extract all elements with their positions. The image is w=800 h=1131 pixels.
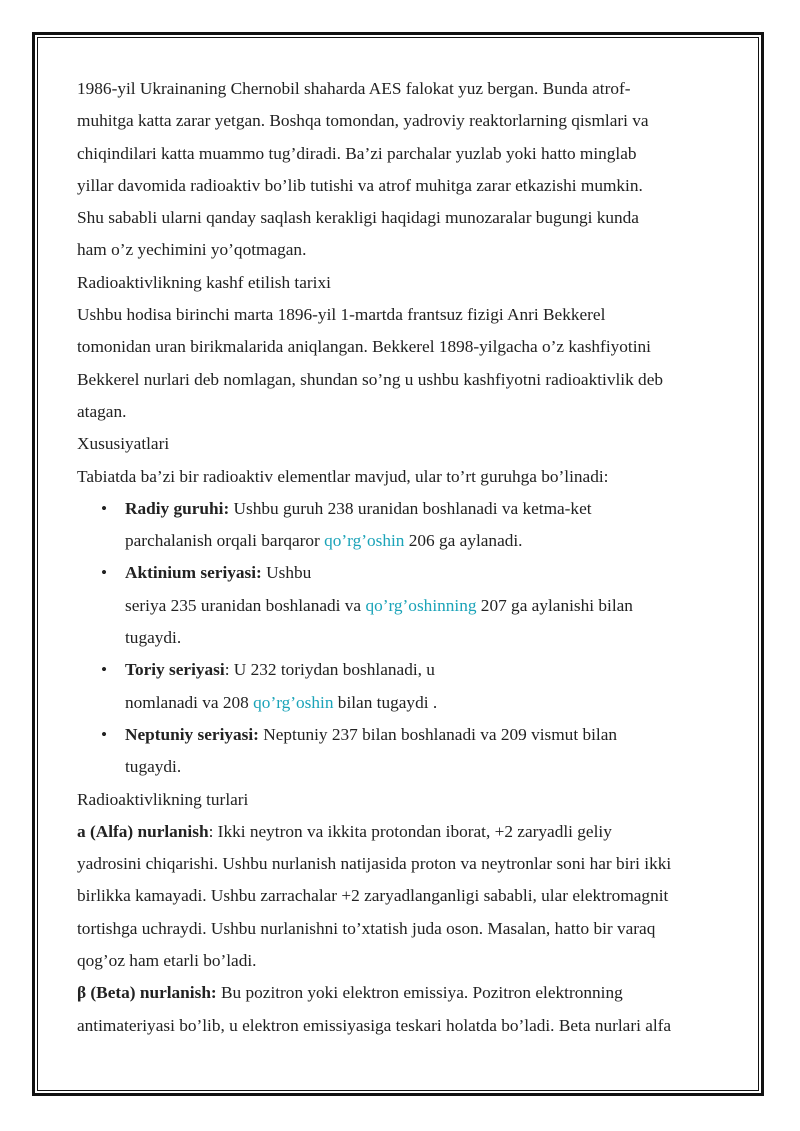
intro-paragraph xyxy=(77,73,731,267)
series-text: Ushbu xyxy=(261,563,312,583)
text-line: atagan. xyxy=(77,401,127,421)
alpha-title: a (Alfa) nurlanish xyxy=(77,821,209,841)
text-line: Shu sababli ularni qanday saqlash kerakligi haqidagi munozaralar bugungi kunda xyxy=(77,208,639,228)
text-line: qog’oz ham etarli bo’ladi. xyxy=(77,951,257,971)
text-line: yadrosini chiqarishi. Ushbu nurlanish natijasida proton va neytronlar soni har biri ikki xyxy=(77,854,672,874)
series-text: 206 ga aylanadi. xyxy=(404,531,523,551)
lead-link[interactable]: qo’rg’oshin xyxy=(324,531,405,551)
beta-title: β (Beta) nurlanish: xyxy=(77,983,217,1003)
series-text: nomlanadi va 208 xyxy=(125,692,254,712)
list-item-radium xyxy=(77,493,731,558)
properties-intro: Tabiatda ba’zi bir radioaktiv elementlar mavjud, ular to’rt guruhga bo’linadi: xyxy=(77,466,609,486)
series-list xyxy=(77,493,731,784)
series-title: Neptuniy seriyasi: xyxy=(125,724,259,744)
lead-link[interactable]: qo’rg’oshin xyxy=(253,692,334,712)
alpha-paragraph xyxy=(77,816,731,977)
text-line: ham o’z yechimini yo’qotmagan. xyxy=(77,240,307,260)
text-line: birlikka kamayadi. Ushbu zarrachalar +2 zaryadlanganligi sababli, ular elektromagnit xyxy=(77,886,669,906)
series-title: Aktinium seriyasi: xyxy=(125,563,262,583)
text-line: Ushbu hodisa birinchi marta 1896-yil 1-martda frantsuz fizigi Anri Bekkerel xyxy=(77,305,606,325)
series-text: Ushbu guruh 238 uranidan boshlanadi va ketma-ket xyxy=(229,498,592,518)
series-text: 207 ga aylanishi bilan xyxy=(476,595,633,615)
text-line: 1986-yil Ukrainaning Chernobil shaharda AES falokat yuz bergan. Bunda atrof- xyxy=(77,79,631,98)
series-text: : U 232 toriydan boshlanadi, u xyxy=(224,660,435,680)
series-text: bilan tugaydi . xyxy=(333,692,438,712)
text-line: Bekkerel nurlari deb nomlagan, shundan so’ng u ushbu kashfiyotni radioaktivlik deb xyxy=(77,369,664,389)
types-heading: Radioaktivlikning turlari xyxy=(77,789,249,809)
lead-link[interactable]: qo’rg’oshinning xyxy=(365,595,477,615)
text-line: antimateriyasi bo’lib, u elektron emissiyasiga teskari holatda bo’ladi. Beta nurlari alfa xyxy=(77,1015,672,1035)
bullet-icon: • xyxy=(101,660,108,680)
list-item-thorium xyxy=(77,654,731,719)
list-item-neptunium xyxy=(77,719,731,784)
beta-paragraph xyxy=(77,977,731,1042)
series-text: parchalanish orqali barqaror xyxy=(125,531,325,551)
history-paragraph xyxy=(77,299,731,428)
text-line: muhitga katta zarar yetgan. Boshqa tomondan, yadroviy reaktorlarning qismlari va xyxy=(77,111,649,131)
history-heading: Radioaktivlikning kashf etilish tarixi xyxy=(77,272,331,292)
alpha-text: : Ikki neytron va ikkita protondan iborat, +2 zaryadli geliy xyxy=(208,821,612,841)
series-title: Radiy guruhi: xyxy=(125,498,230,518)
bullet-icon: • xyxy=(101,563,108,583)
bullet-icon: • xyxy=(101,724,108,744)
properties-heading: Xususiyatlari xyxy=(77,434,170,454)
text-line: chiqindilari katta muammo tug’diradi. Ba’zi parchalar yuzlab yoki hatto minglab xyxy=(77,143,637,163)
document-body xyxy=(77,73,731,1042)
list-item-actinium xyxy=(77,557,731,654)
series-text: Neptuniy 237 bilan boshlanadi va 209 vismut bilan xyxy=(258,724,618,744)
text-line: tomonidan uran birikmalarida aniqlangan. Bekkerel 1898-yilgacha o’z kashfiyotini xyxy=(77,337,651,357)
series-text: seriya 235 uranidan boshlanadi va xyxy=(125,595,366,615)
series-text: tugaydi. xyxy=(125,628,182,648)
bullet-icon: • xyxy=(101,498,108,518)
text-line: yillar davomida radioaktiv bo’lib tutishi va atrof muhitga zarar etkazishi mumkin. xyxy=(77,175,643,195)
series-title: Toriy seriyasi xyxy=(125,660,225,680)
beta-text: Bu pozitron yoki elektron emissiya. Pozitron elektronning xyxy=(216,983,623,1003)
series-text: tugaydi. xyxy=(125,757,182,777)
text-line: tortishga uchraydi. Ushbu nurlanishni to’xtatish juda oson. Masalan, hatto bir varaq xyxy=(77,918,656,938)
